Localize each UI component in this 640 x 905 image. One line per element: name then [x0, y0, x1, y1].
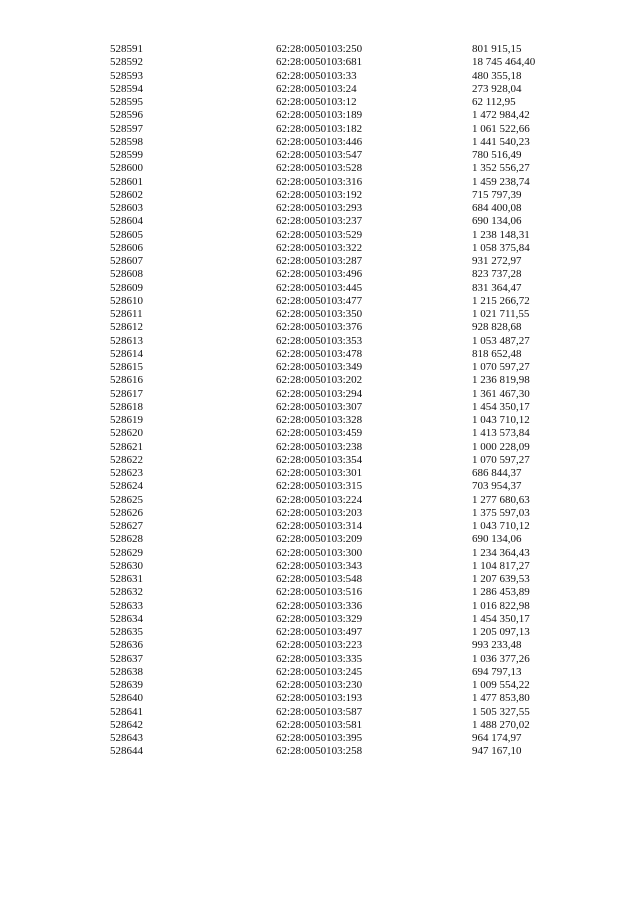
row-number: 528599 [110, 149, 143, 161]
table-row [0, 268, 640, 281]
cadastral-value: 947 167,10 [472, 745, 522, 758]
table-row [0, 70, 640, 83]
row-number: 528608 [110, 268, 143, 281]
cadastral-number: 62:28:0050103:192 [276, 188, 363, 201]
cadastral-number: 62:28:0050103:581 [276, 718, 363, 731]
cadastral-number: 62:28:0050103:547 [276, 149, 363, 161]
cadastral-number: 62:28:0050103:294 [276, 387, 363, 400]
row-number: 528617 [110, 387, 143, 400]
cadastral-value: 1 454 350,17 [472, 400, 530, 413]
cadastral-value: 1 454 350,17 [472, 612, 530, 625]
cadastral-number: 62:28:0050103:354 [276, 453, 363, 466]
cadastral-number: 62:28:0050103:335 [276, 652, 363, 665]
cadastral-number: 62:28:0050103:446 [276, 135, 363, 148]
cadastral-number: 62:28:0050103:209 [276, 533, 363, 546]
table-row [0, 547, 640, 560]
table-row [0, 679, 640, 692]
cadastral-value: 62 112,95 [472, 96, 516, 108]
table-row [0, 335, 640, 348]
row-number: 528623 [110, 467, 143, 479]
cadastral-number: 62:28:0050103:329 [276, 612, 363, 625]
row-number: 528613 [110, 334, 143, 347]
cadastral-number: 62:28:0050103:395 [276, 732, 363, 744]
cadastral-number: 62:28:0050103:548 [276, 573, 363, 585]
table-row [0, 520, 640, 533]
row-number: 528598 [110, 135, 143, 148]
table-row [0, 374, 640, 387]
cadastral-number: 62:28:0050103:301 [276, 467, 363, 479]
cadastral-value: 715 797,39 [472, 188, 522, 201]
cadastral-number: 62:28:0050103:516 [276, 586, 363, 599]
row-number: 528619 [110, 414, 143, 426]
table-row [0, 494, 640, 507]
cadastral-number: 62:28:0050103:203 [276, 506, 363, 519]
row-number: 528597 [110, 122, 143, 135]
cadastral-value: 780 516,49 [472, 149, 522, 161]
table-row [0, 454, 640, 467]
table-row [0, 560, 640, 573]
cadastral-value: 1 104 817,27 [472, 559, 530, 572]
row-number: 528591 [110, 43, 143, 55]
table-row [0, 533, 640, 546]
table-row [0, 295, 640, 308]
cadastral-value: 1 352 556,27 [472, 162, 530, 175]
table-row [0, 189, 640, 202]
cadastral-value: 1 286 453,89 [472, 586, 530, 599]
cadastral-value: 801 915,15 [472, 43, 522, 55]
cadastral-number: 62:28:0050103:459 [276, 427, 363, 440]
row-number: 528631 [110, 573, 143, 585]
table-row [0, 282, 640, 295]
cadastral-value: 703 954,37 [472, 480, 522, 493]
cadastral-value: 1 488 270,02 [472, 718, 530, 731]
cadastral-value: 1 441 540,23 [472, 135, 530, 148]
row-number: 528640 [110, 692, 143, 705]
cadastral-value: 1 215 266,72 [472, 294, 530, 307]
cadastral-number: 62:28:0050103:376 [276, 321, 363, 334]
table-row [0, 202, 640, 215]
row-number: 528639 [110, 679, 143, 691]
cadastral-number: 62:28:0050103:245 [276, 665, 363, 678]
table-row [0, 706, 640, 719]
cadastral-number: 62:28:0050103:496 [276, 268, 363, 281]
row-number: 528625 [110, 493, 143, 506]
cadastral-value: 1 009 554,22 [472, 679, 530, 691]
cadastral-number: 62:28:0050103:307 [276, 400, 363, 413]
row-number: 528618 [110, 400, 143, 413]
cadastral-value: 694 797,13 [472, 665, 522, 678]
cadastral-value: 18 745 464,40 [472, 56, 536, 69]
table-row [0, 149, 640, 162]
table-row [0, 732, 640, 745]
row-number: 528615 [110, 361, 143, 373]
table-row [0, 480, 640, 493]
table-row [0, 96, 640, 109]
cadastral-value: 1 505 327,55 [472, 705, 530, 718]
row-number: 528601 [110, 175, 143, 188]
cadastral-value: 1 061 522,66 [472, 122, 530, 135]
cadastral-number: 62:28:0050103:497 [276, 626, 363, 638]
table-row [0, 639, 640, 652]
row-number: 528604 [110, 215, 143, 228]
row-number: 528606 [110, 241, 143, 254]
row-number: 528593 [110, 69, 143, 82]
table-row [0, 414, 640, 427]
table-row [0, 308, 640, 321]
cadastral-number: 62:28:0050103:258 [276, 745, 363, 758]
cadastral-value: 831 364,47 [472, 281, 522, 294]
table-row [0, 626, 640, 639]
cadastral-number: 62:28:0050103:353 [276, 334, 363, 347]
row-number: 528629 [110, 546, 143, 559]
row-number: 528609 [110, 281, 143, 294]
cadastral-value: 273 928,04 [472, 82, 522, 95]
cadastral-value: 1 477 853,80 [472, 692, 530, 705]
cadastral-value: 1 361 467,30 [472, 387, 530, 400]
cadastral-value: 1 043 710,12 [472, 520, 530, 532]
cadastral-value: 1 375 597,03 [472, 506, 530, 519]
cadastral-number: 62:28:0050103:343 [276, 559, 363, 572]
cadastral-number: 62:28:0050103:315 [276, 480, 363, 493]
table-row [0, 176, 640, 189]
table-row [0, 43, 640, 56]
cadastral-value: 1 277 680,63 [472, 493, 530, 506]
row-number: 528630 [110, 559, 143, 572]
cadastral-number: 62:28:0050103:230 [276, 679, 363, 691]
table-row [0, 573, 640, 586]
cadastral-number: 62:28:0050103:33 [276, 69, 357, 82]
row-number: 528624 [110, 480, 143, 493]
cadastral-number: 62:28:0050103:478 [276, 347, 363, 360]
cadastral-number: 62:28:0050103:300 [276, 546, 363, 559]
cadastral-number: 62:28:0050103:445 [276, 281, 363, 294]
cadastral-number: 62:28:0050103:293 [276, 202, 363, 214]
table-row [0, 692, 640, 705]
table-row [0, 242, 640, 255]
table-row [0, 123, 640, 136]
cadastral-value: 686 844,37 [472, 467, 522, 479]
table-row [0, 162, 640, 175]
cadastral-value: 1 234 364,43 [472, 546, 530, 559]
table-row [0, 109, 640, 122]
table-row [0, 467, 640, 480]
row-number: 528607 [110, 255, 143, 267]
cadastral-value: 928 828,68 [472, 321, 522, 334]
row-number: 528594 [110, 82, 143, 95]
row-number: 528595 [110, 96, 143, 108]
cadastral-number: 62:28:0050103:237 [276, 215, 363, 228]
row-number: 528638 [110, 665, 143, 678]
cadastral-number: 62:28:0050103:202 [276, 374, 363, 387]
table-row [0, 136, 640, 149]
cadastral-number: 62:28:0050103:350 [276, 308, 363, 320]
row-number: 528612 [110, 321, 143, 334]
cadastral-number: 62:28:0050103:224 [276, 493, 363, 506]
table-row [0, 719, 640, 732]
row-number: 528644 [110, 745, 143, 758]
cadastral-value: 931 272,97 [472, 255, 522, 267]
cadastral-value: 1 070 597,27 [472, 453, 530, 466]
row-number: 528610 [110, 294, 143, 307]
row-number: 528632 [110, 586, 143, 599]
cadastral-number: 62:28:0050103:189 [276, 109, 363, 122]
cadastral-value: 1 058 375,84 [472, 241, 530, 254]
table-row [0, 56, 640, 69]
cadastral-value: 690 134,06 [472, 533, 522, 546]
row-number: 528603 [110, 202, 143, 214]
table-row [0, 83, 640, 96]
document-table [0, 43, 640, 759]
table-row [0, 745, 640, 758]
table-row [0, 666, 640, 679]
cadastral-value: 690 134,06 [472, 215, 522, 228]
cadastral-value: 993 233,48 [472, 639, 522, 652]
row-number: 528602 [110, 188, 143, 201]
table-row [0, 507, 640, 520]
cadastral-number: 62:28:0050103:587 [276, 705, 363, 718]
cadastral-value: 1 205 097,13 [472, 626, 530, 638]
row-number: 528637 [110, 652, 143, 665]
row-number: 528592 [110, 56, 143, 69]
cadastral-number: 62:28:0050103:287 [276, 255, 363, 267]
cadastral-value: 823 737,28 [472, 268, 522, 281]
table-row [0, 653, 640, 666]
table-row [0, 401, 640, 414]
row-number: 528634 [110, 612, 143, 625]
cadastral-value: 1 036 377,26 [472, 652, 530, 665]
cadastral-value: 818 652,48 [472, 347, 522, 360]
row-number: 528620 [110, 427, 143, 440]
cadastral-value: 1 053 487,27 [472, 334, 530, 347]
cadastral-number: 62:28:0050103:316 [276, 175, 363, 188]
cadastral-number: 62:28:0050103:223 [276, 639, 363, 652]
row-number: 528628 [110, 533, 143, 546]
row-number: 528635 [110, 626, 143, 638]
row-number: 528605 [110, 228, 143, 241]
cadastral-number: 62:28:0050103:322 [276, 241, 363, 254]
table-row [0, 586, 640, 599]
row-number: 528596 [110, 109, 143, 122]
row-number: 528626 [110, 506, 143, 519]
table-row [0, 321, 640, 334]
cadastral-value: 684 400,08 [472, 202, 522, 214]
cadastral-number: 62:28:0050103:24 [276, 82, 357, 95]
table-row [0, 229, 640, 242]
cadastral-number: 62:28:0050103:528 [276, 162, 363, 175]
cadastral-number: 62:28:0050103:477 [276, 294, 363, 307]
row-number: 528641 [110, 705, 143, 718]
table-row [0, 215, 640, 228]
cadastral-number: 62:28:0050103:336 [276, 599, 363, 612]
row-number: 528633 [110, 599, 143, 612]
cadastral-value: 964 174,97 [472, 732, 522, 744]
table-row [0, 361, 640, 374]
cadastral-number: 62:28:0050103:529 [276, 228, 363, 241]
cadastral-value: 1 043 710,12 [472, 414, 530, 426]
row-number: 528614 [110, 347, 143, 360]
row-number: 528643 [110, 732, 143, 744]
row-number: 528642 [110, 718, 143, 731]
cadastral-number: 62:28:0050103:328 [276, 414, 363, 426]
table-row [0, 613, 640, 626]
cadastral-value: 1 413 573,84 [472, 427, 530, 440]
cadastral-value: 1 238 148,31 [472, 228, 530, 241]
cadastral-number: 62:28:0050103:250 [276, 43, 363, 55]
cadastral-value: 1 472 984,42 [472, 109, 530, 122]
cadastral-value: 1 016 822,98 [472, 599, 530, 612]
row-number: 528611 [110, 308, 143, 320]
table-row [0, 348, 640, 361]
cadastral-value: 1 070 597,27 [472, 361, 530, 373]
cadastral-number: 62:28:0050103:12 [276, 96, 357, 108]
cadastral-value: 1 021 711,55 [472, 308, 530, 320]
cadastral-number: 62:28:0050103:182 [276, 122, 363, 135]
table-row [0, 388, 640, 401]
row-number: 528636 [110, 639, 143, 652]
cadastral-value: 1 207 639,53 [472, 573, 530, 585]
row-number: 528600 [110, 162, 143, 175]
cadastral-number: 62:28:0050103:681 [276, 56, 363, 69]
cadastral-number: 62:28:0050103:238 [276, 440, 363, 453]
cadastral-number: 62:28:0050103:349 [276, 361, 363, 373]
table-row [0, 441, 640, 454]
cadastral-value: 1 459 238,74 [472, 175, 530, 188]
cadastral-number: 62:28:0050103:314 [276, 520, 363, 532]
cadastral-value: 480 355,18 [472, 69, 522, 82]
table-row [0, 255, 640, 268]
row-number: 528627 [110, 520, 143, 532]
row-number: 528616 [110, 374, 143, 387]
table-row [0, 427, 640, 440]
cadastral-number: 62:28:0050103:193 [276, 692, 363, 705]
row-number: 528621 [110, 440, 143, 453]
cadastral-value: 1 000 228,09 [472, 440, 530, 453]
row-number: 528622 [110, 453, 143, 466]
table-row [0, 600, 640, 613]
cadastral-value: 1 236 819,98 [472, 374, 530, 387]
